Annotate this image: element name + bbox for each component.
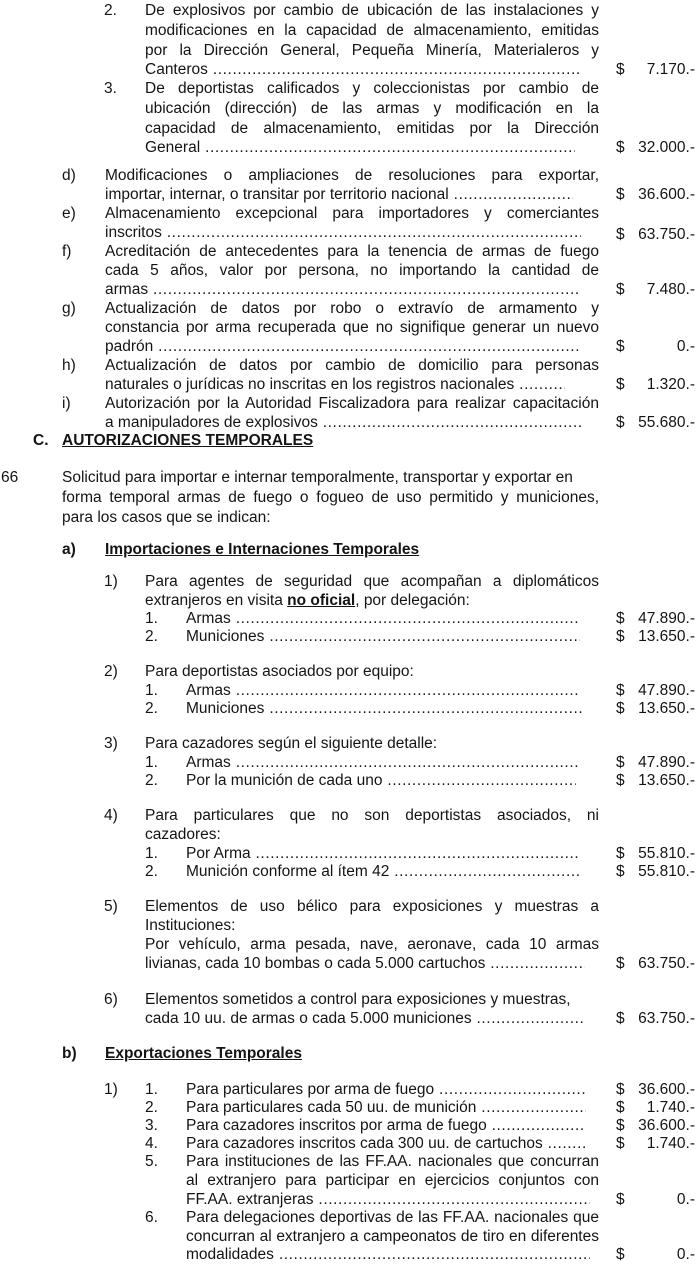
item-text-leader: inscritos ..... <box>105 224 581 242</box>
amount: 47.890.- <box>638 754 695 771</box>
amount: 0.- <box>676 1191 695 1208</box>
group-marker: 6) <box>104 991 118 1008</box>
group-text-line: Para agentes de seguridad que acompañan a diplomáticos <box>145 573 599 590</box>
amount: 63.750.- <box>638 226 695 243</box>
group-text-line: Elementos sometidos a control para exposiciones y muestras, <box>145 991 571 1008</box>
amount: 13.650.- <box>638 772 695 789</box>
item-text-line: modificaciones en la capacidad de almacenamiento, emitidas <box>145 22 599 39</box>
subsection-marker: a) <box>62 541 76 558</box>
item-number: 3. <box>104 80 117 97</box>
currency-symbol: $ <box>616 1246 625 1263</box>
group-text-line: cazadores: <box>145 826 221 843</box>
item-letter: i) <box>62 395 71 412</box>
item-letter: g) <box>62 300 76 317</box>
amount: 36.600.- <box>638 1081 695 1098</box>
currency-symbol: $ <box>616 1191 625 1208</box>
currency-symbol: $ <box>616 1010 625 1027</box>
text: , por delegación: <box>355 592 470 609</box>
currency-symbol: $ <box>616 845 625 862</box>
group-text-line: Por vehículo, arma pesada, nave, aeronave, cada 10 armas <box>145 936 599 953</box>
amount: 47.890.- <box>638 610 695 627</box>
item-text-line: Actualización de datos por robo o extravío de armamento y <box>105 300 599 317</box>
group-text-line: Para cazadores según el siguiente detalle: <box>145 735 438 752</box>
amount: 1.320.- <box>646 376 695 393</box>
item-text-leader: Canteros ..... <box>145 61 581 79</box>
row-label: Para cazadores inscritos por arma de fuego ..... <box>186 1117 586 1135</box>
amount: 7.170.- <box>646 61 695 78</box>
row-label: Armas ..... <box>186 682 580 700</box>
row-label: Armas ..... <box>186 610 580 628</box>
item-letter: d) <box>62 167 76 184</box>
currency-symbol: $ <box>616 281 625 298</box>
row-label: Municiones ..... <box>186 700 584 718</box>
currency-symbol: $ <box>616 1081 625 1098</box>
group-marker: 5) <box>104 898 118 915</box>
row-number: 5. <box>145 1153 158 1170</box>
row-label: Por Arma ..... <box>186 845 580 863</box>
row-text-line: al extranjero para participar en ejercicios conjuntos con <box>186 1172 599 1189</box>
group-text-line: Para deportistas asociados por equipo: <box>145 663 414 680</box>
item-text-line: Modificaciones o ampliaciones de resoluciones para exportar, <box>105 167 599 184</box>
currency-symbol: $ <box>616 1117 625 1134</box>
amount: 36.600.- <box>638 186 695 203</box>
row-number: 2. <box>145 700 158 717</box>
item-number: 66 <box>1 469 19 486</box>
currency-symbol: $ <box>616 700 625 717</box>
amount: 55.810.- <box>638 845 695 862</box>
item-text-leader: importar, internar, o transitar por territorio nacional ..... <box>105 186 573 204</box>
subsection-marker: b) <box>62 1045 77 1062</box>
currency-symbol: $ <box>616 1099 625 1116</box>
row-number: 3. <box>145 1117 158 1134</box>
amount: 63.750.- <box>638 1010 695 1027</box>
group-marker: 1) <box>104 573 118 590</box>
row-number: 1. <box>145 1081 158 1098</box>
row-number: 1. <box>145 610 158 627</box>
row-number: 2. <box>145 628 158 645</box>
currency-symbol: $ <box>616 772 625 789</box>
amount: 55.680.- <box>638 414 695 431</box>
currency-symbol: $ <box>616 955 625 972</box>
group-marker: 1) <box>104 1081 118 1098</box>
row-number: 2. <box>145 1099 158 1116</box>
amount: 13.650.- <box>638 700 695 717</box>
item-text-line: capacidad de almacenamiento, emitidas por la Dirección <box>145 120 599 137</box>
item-text-line: De explosivos por cambio de ubicación de las instalaciones y <box>145 2 599 19</box>
group-text-line <box>145 592 470 610</box>
row-number: 4. <box>145 1135 158 1152</box>
amount: 55.810.- <box>638 863 695 880</box>
row-label: FF.AA. extranjeras ..... <box>186 1191 590 1209</box>
row-label: Por la munición de cada uno ..... <box>186 772 576 790</box>
item-text-line: por la Dirección General, Pequeña Minería, Materialeros y <box>145 42 599 59</box>
section-title: AUTORIZACIONES TEMPORALES <box>62 432 314 449</box>
item-text-line: De deportistas calificados y coleccionistas por cambio de <box>145 80 599 97</box>
group-marker: 3) <box>104 735 118 752</box>
currency-symbol: $ <box>616 61 625 78</box>
group-text-line: Para particulares que no son deportistas asociados, ni <box>145 807 599 824</box>
item-text-line: Autorización por la Autoridad Fiscalizadora para realizar capacitación <box>105 395 599 412</box>
group-text-leader: cada 10 uu. de armas o cada 5.000 municiones ..... <box>145 1010 585 1028</box>
item-letter: h) <box>62 357 76 374</box>
row-label: Para particulares cada 50 uu. de munición ..... <box>186 1099 586 1117</box>
item-text-line: ubicación (dirección) de las armas y modificación en la <box>145 100 599 117</box>
amount: 7.480.- <box>646 281 695 298</box>
row-number: 1. <box>145 754 158 771</box>
item-text-line: Almacenamiento excepcional para importadores y comerciantes <box>105 205 599 222</box>
amount: 32.000.- <box>638 139 695 156</box>
amount: 0.- <box>676 1246 695 1263</box>
item-letter: e) <box>62 205 76 222</box>
item-text-leader: a manipuladores de explosivos ..... <box>105 414 581 432</box>
text: extranjeros en visita <box>145 592 288 609</box>
row-text-line: Para delegaciones deportivas de las FF.AA. nacionales que <box>186 1209 599 1226</box>
currency-symbol: $ <box>616 754 625 771</box>
currency-symbol: $ <box>616 226 625 243</box>
amount: 1.740.- <box>646 1135 695 1152</box>
currency-symbol: $ <box>616 682 625 699</box>
item-text-line: forma temporal armas de fuego o fogueo de uso permitido y municiones, <box>62 489 599 506</box>
amount: 63.750.- <box>638 955 695 972</box>
item-text-leader: armas ..... <box>105 281 581 299</box>
currency-symbol: $ <box>616 376 625 393</box>
amount: 36.600.- <box>638 1117 695 1134</box>
item-number: 2. <box>104 2 117 19</box>
row-text-line: concurran al extranjero a campeonatos de tiro en diferentes <box>186 1228 599 1245</box>
amount: 47.890.- <box>638 682 695 699</box>
item-text-line: para los casos que se indican: <box>62 509 271 526</box>
row-number: 6. <box>145 1209 158 1226</box>
currency-symbol: $ <box>616 186 625 203</box>
amount: 13.650.- <box>638 628 695 645</box>
item-text-line: cada 5 años, valor por persona, no importando la cantidad de <box>105 262 599 279</box>
subsection-title: Importaciones e Internaciones Temporales <box>105 541 420 558</box>
currency-symbol: $ <box>616 628 625 645</box>
group-marker: 4) <box>104 807 118 824</box>
section-letter: C. <box>33 432 49 449</box>
item-letter: f) <box>62 243 72 260</box>
amount: 1.740.- <box>646 1099 695 1116</box>
row-number: 1. <box>145 845 158 862</box>
row-number: 1. <box>145 682 158 699</box>
row-text-line: Para instituciones de las FF.AA. nacionales que concurran <box>186 1153 599 1170</box>
item-text-line: Actualización de datos por cambio de domicilio para personas <box>105 357 599 374</box>
item-text-leader: padrón ..... <box>105 338 581 356</box>
row-label: Para particulares por arma de fuego ..... <box>186 1081 586 1099</box>
group-text-line: Instituciones: <box>145 917 236 934</box>
item-text-line: constancia por arma recuperada que no signifique generar un nuevo <box>105 319 599 336</box>
item-text-line: Solicitud para importar e internar temporalmente, transportar y exportar en <box>62 469 573 486</box>
group-text-line: Elementos de uso bélico para exposiciones y muestras a <box>145 898 599 915</box>
currency-symbol: $ <box>616 338 625 355</box>
item-text-line: Acreditación de antecedentes para la tenencia de armas de fuego <box>105 243 599 260</box>
currency-symbol: $ <box>616 1135 625 1152</box>
row-number: 2. <box>145 772 158 789</box>
currency-symbol: $ <box>616 610 625 627</box>
row-label: Munición conforme al ítem 42 ..... <box>186 863 580 881</box>
subsection-title: Exportaciones Temporales <box>105 1045 302 1062</box>
row-label: Armas ..... <box>186 754 580 772</box>
row-number: 2. <box>145 863 158 880</box>
group-text-leader: livianas, cada 10 bombas o cada 5.000 cartuchos ..... <box>145 955 585 973</box>
item-text-leader: naturales o jurídicas no inscritas en los registros nacionales ..... <box>105 376 565 394</box>
row-label: Municiones ..... <box>186 628 580 646</box>
amount: 0.- <box>676 338 695 355</box>
row-label: modalidades ..... <box>186 1246 590 1264</box>
currency-symbol: $ <box>616 139 625 156</box>
emphasis-text: no oficial <box>287 592 356 609</box>
currency-symbol: $ <box>616 863 625 880</box>
group-marker: 2) <box>104 663 118 680</box>
currency-symbol: $ <box>616 414 625 431</box>
row-label: Para cazadores inscritos cada 300 uu. de cartuchos ..... <box>186 1135 586 1153</box>
item-text-leader: General ..... <box>145 139 575 157</box>
